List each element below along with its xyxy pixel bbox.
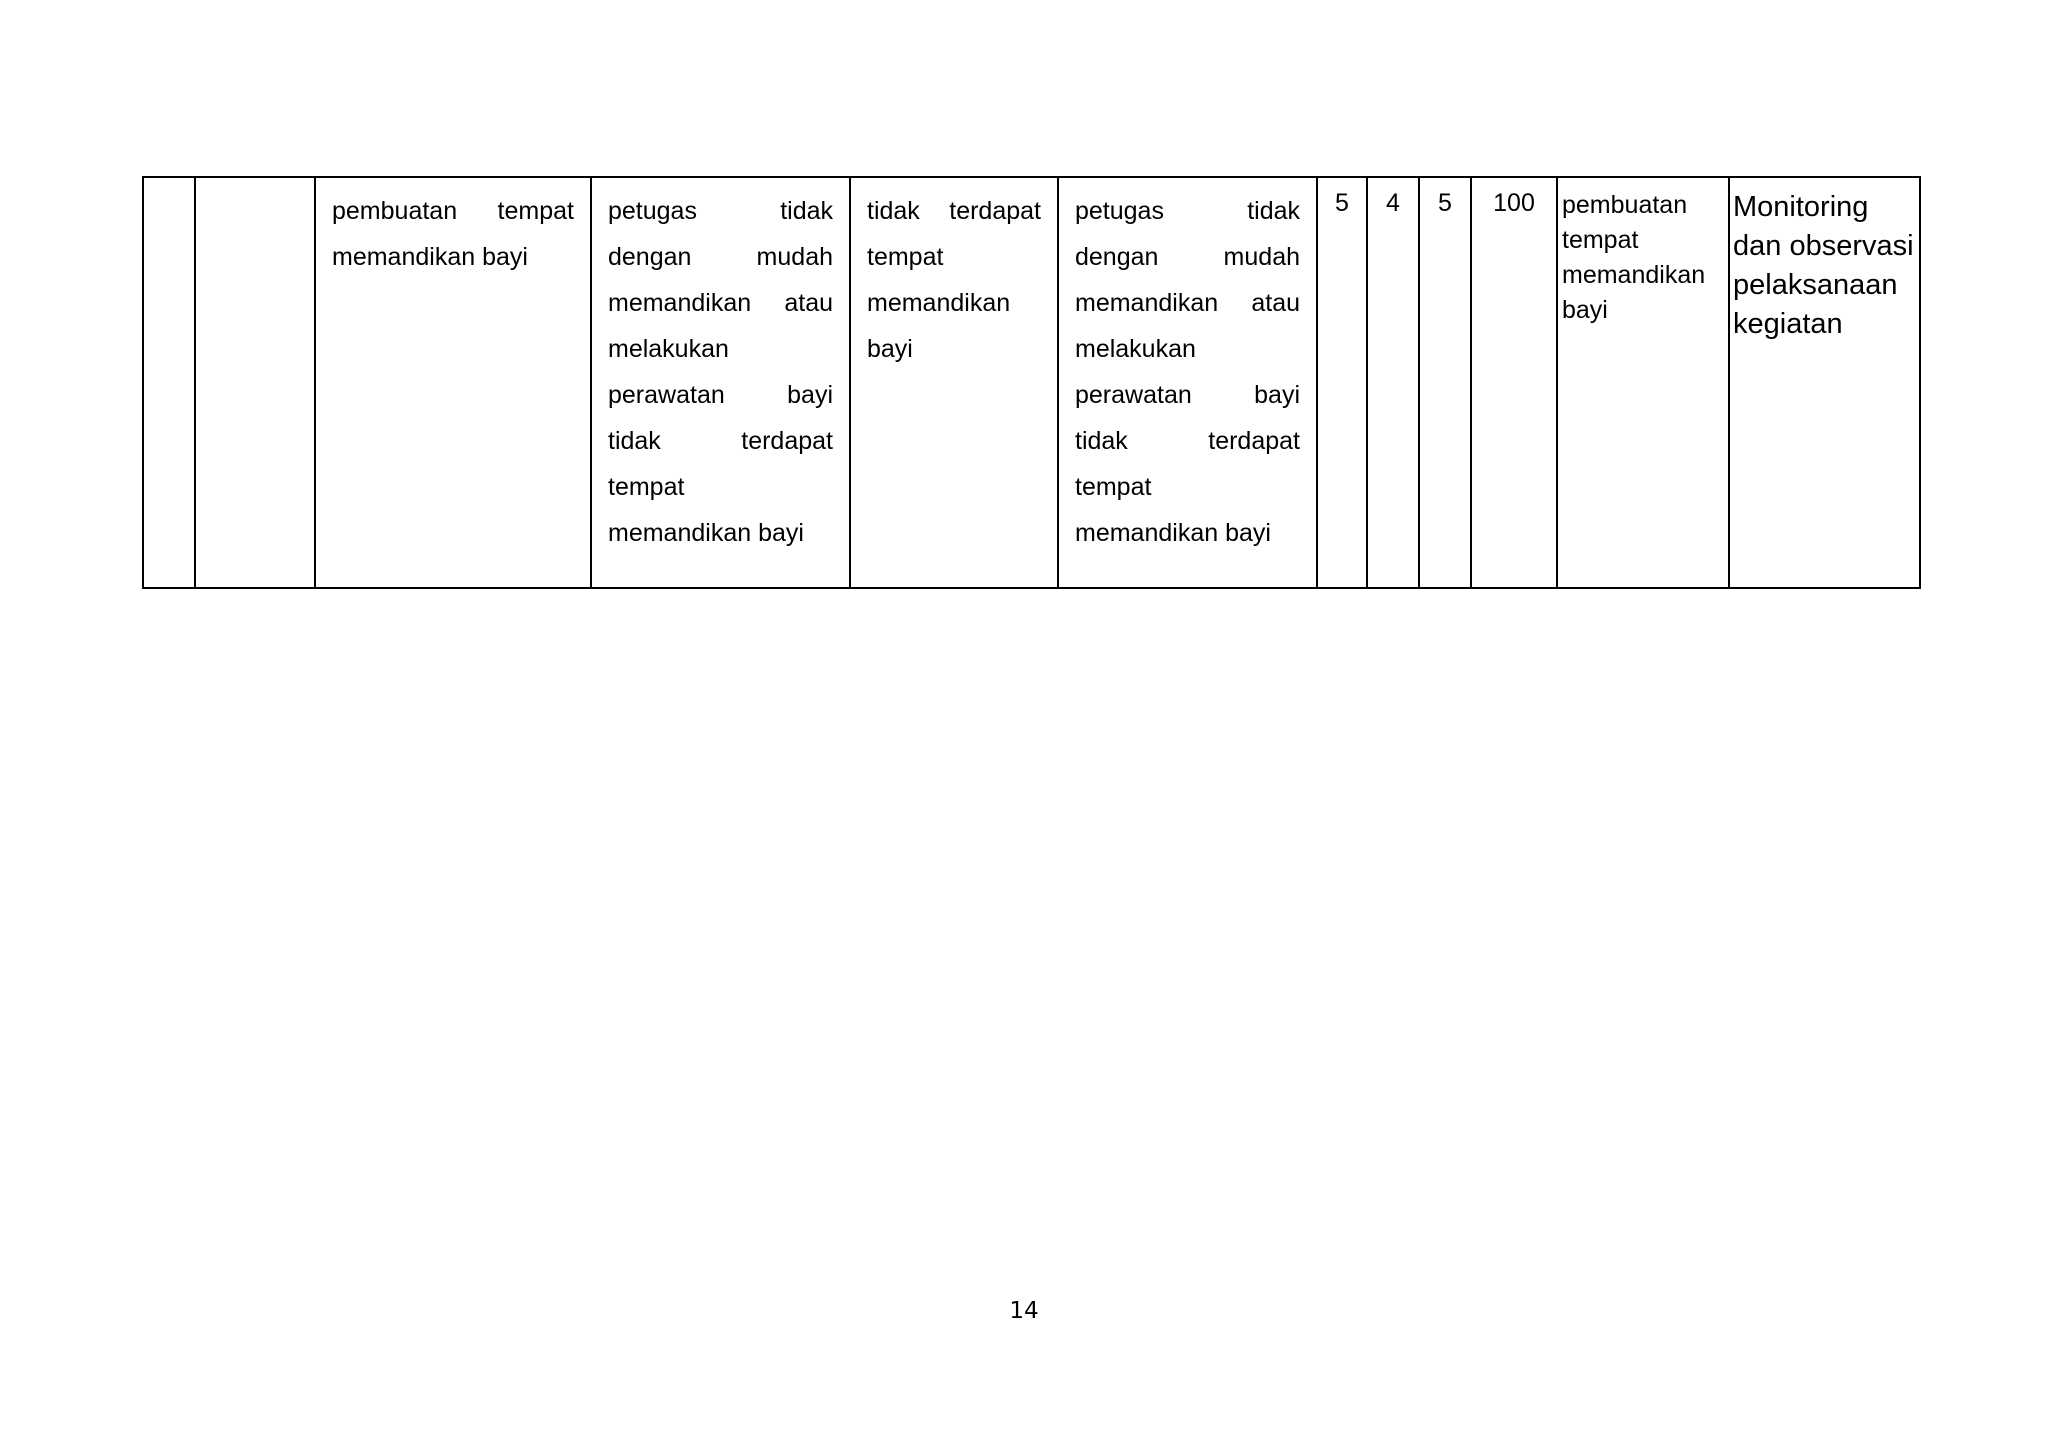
total-score: 100 (1493, 189, 1535, 217)
table-row (143, 177, 1920, 588)
score-b-cell (1367, 177, 1419, 588)
evaluation-cell (1729, 177, 1920, 588)
condition-text: tidak terdapat tempat memandikan bayi (867, 197, 1041, 363)
number-cell (143, 177, 195, 588)
risk-analysis-table (142, 176, 1921, 589)
action-cell (1557, 177, 1729, 588)
impact-cell (591, 177, 850, 588)
score-b: 4 (1386, 189, 1400, 217)
category-cell (195, 177, 315, 588)
cause-text: pembuatan tempat memandikan bayi (332, 197, 574, 271)
effect-text: petugas tidak dengan mudah memandikan atau melakukan perawatan bayi tidak terdapat tempat memandikan bayi (1075, 197, 1300, 547)
condition-cell (850, 177, 1058, 588)
score-c: 5 (1438, 189, 1452, 217)
effect-cell (1058, 177, 1317, 588)
page-number: 14 (1009, 1298, 1039, 1324)
evaluation-text: Monitoring dan observasi pelaksanaan kegiatan (1733, 191, 1914, 340)
total-cell (1471, 177, 1557, 588)
score-a-cell (1317, 177, 1367, 588)
impact-text: petugas tidak dengan mudah memandikan atau melakukan perawatan bayi tidak terdapat tempat memandikan bayi (608, 197, 833, 547)
action-text: pembuatan tempat memandikan bayi (1562, 191, 1706, 324)
score-c-cell (1419, 177, 1471, 588)
score-a: 5 (1335, 189, 1349, 217)
cause-cell (315, 177, 591, 588)
